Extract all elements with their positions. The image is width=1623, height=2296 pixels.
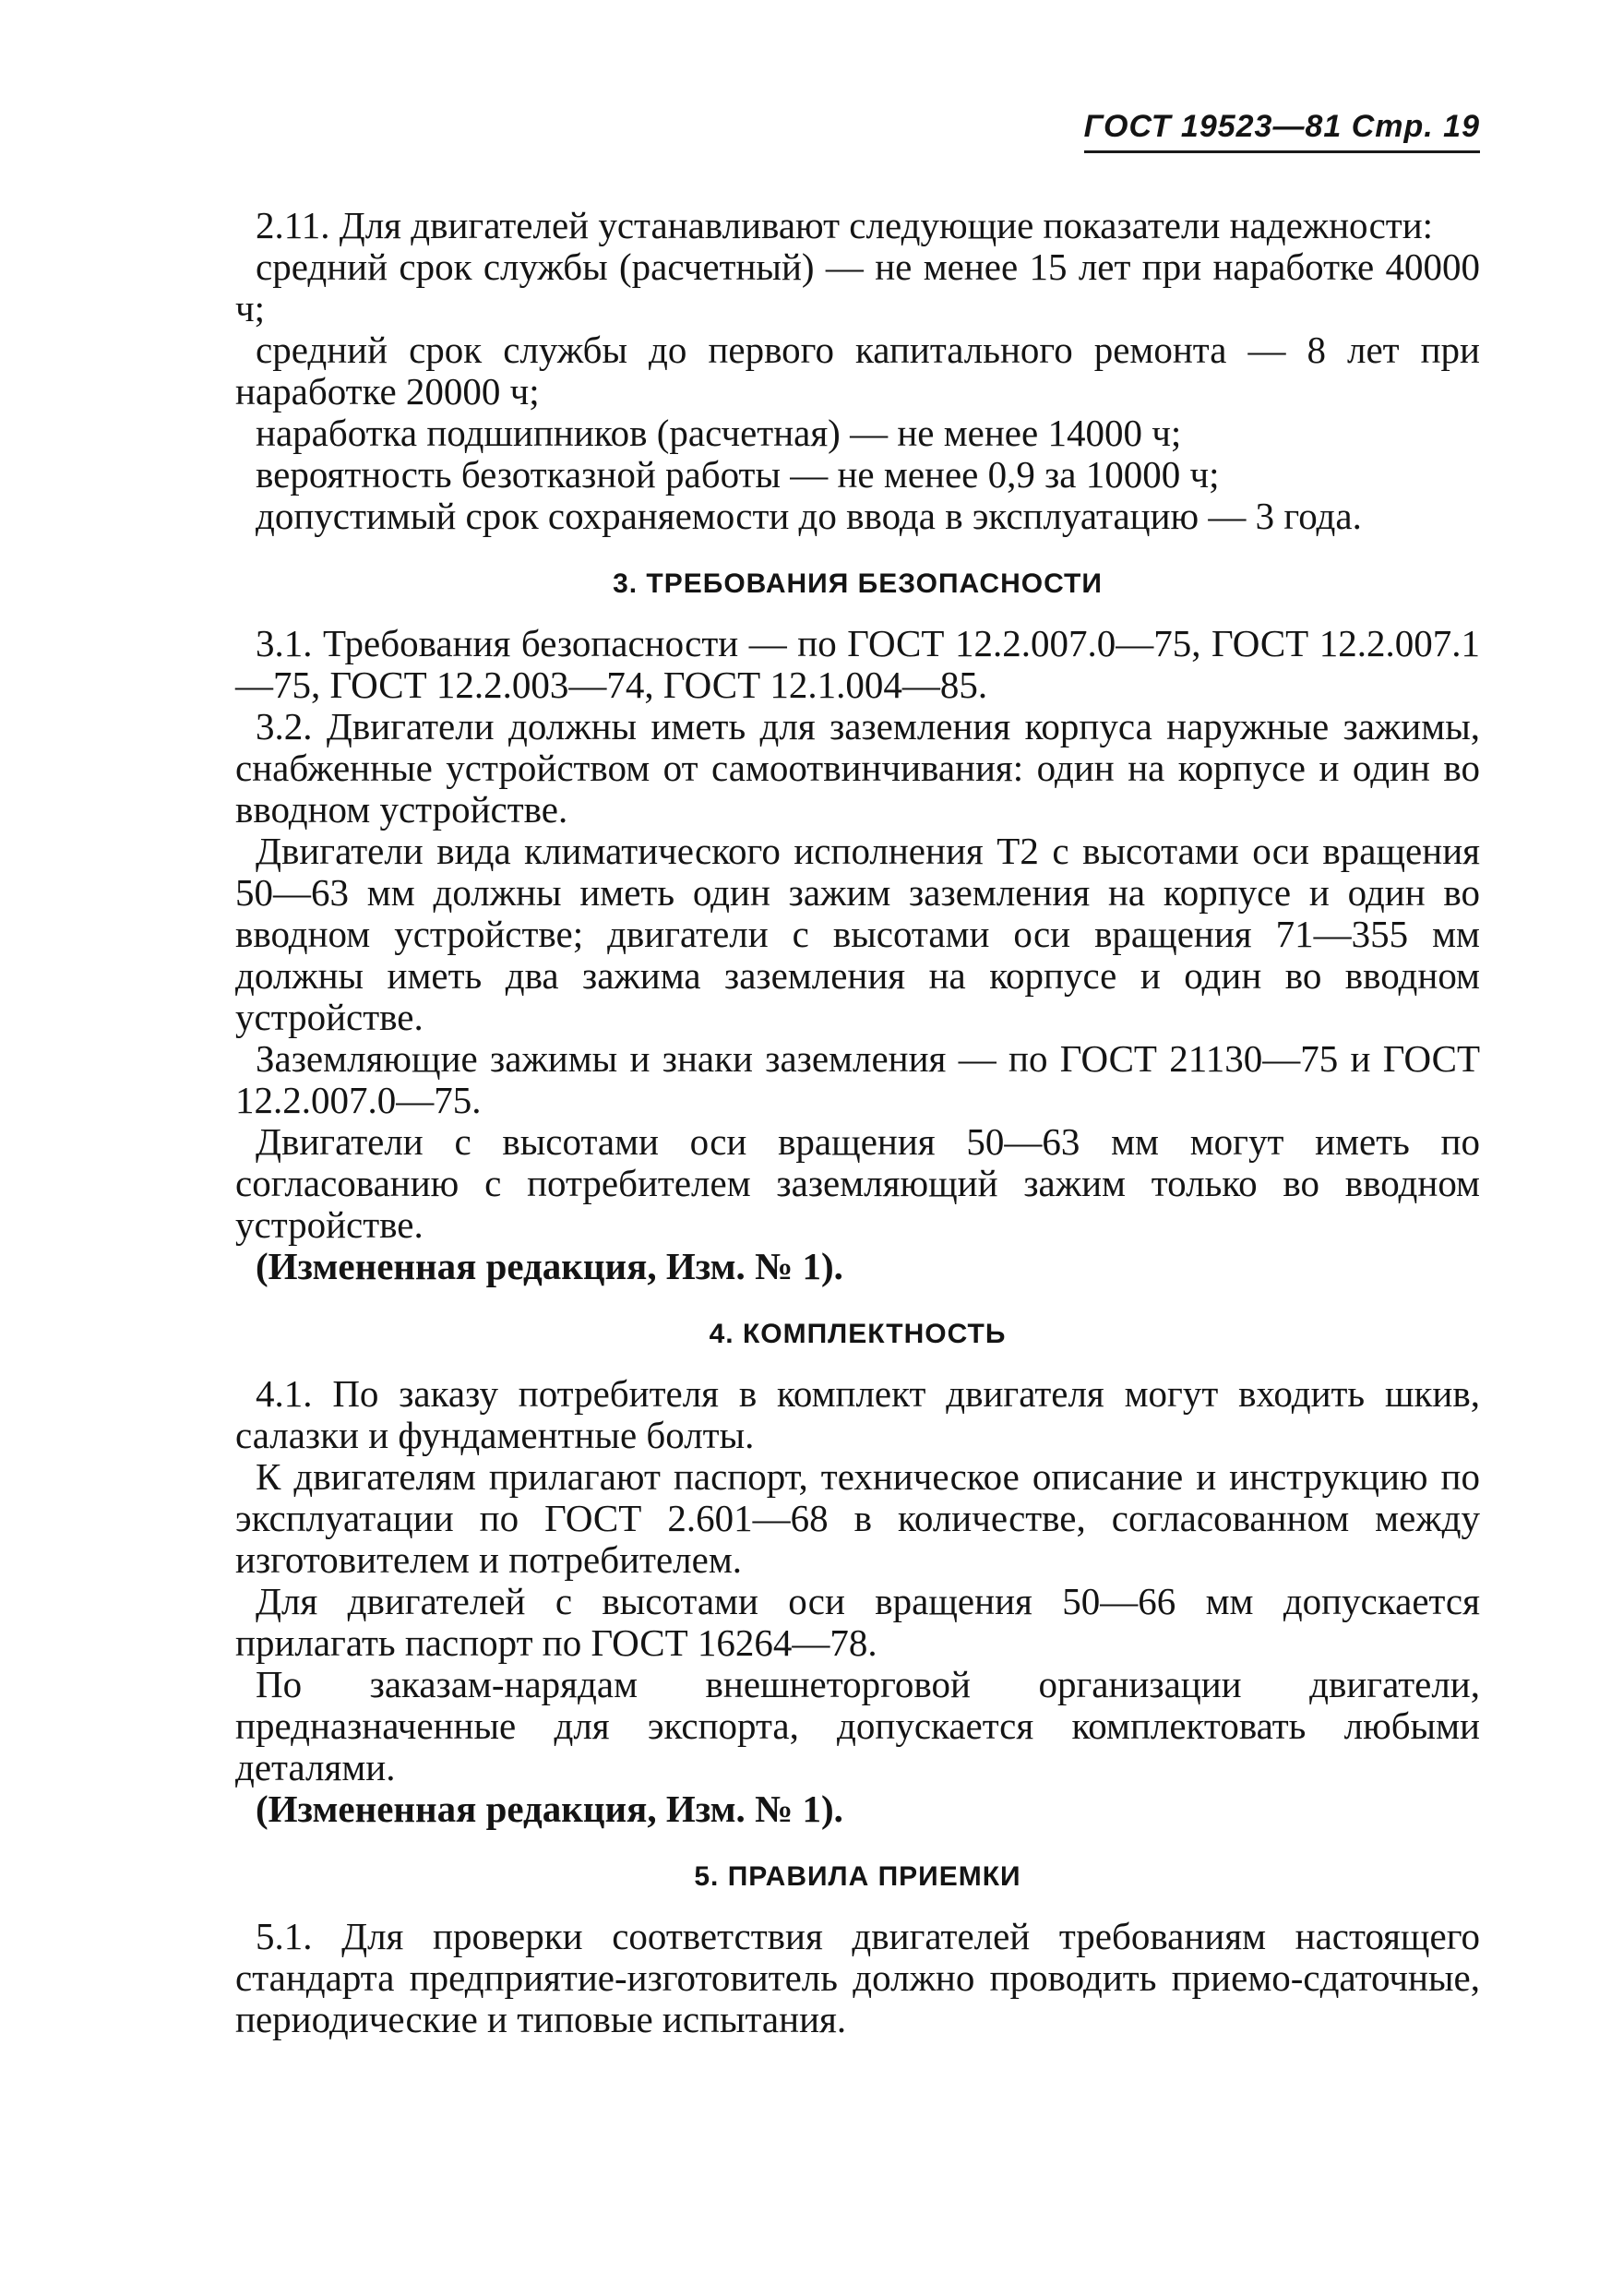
amendment-note: (Измененная редакция, Изм. № 1). [256, 1788, 843, 1830]
section-heading-acceptance: 5. ПРАВИЛА ПРИЕМКИ [694, 1861, 1021, 1892]
paragraph-documents: К двигателям прилагают паспорт, техническое описание и инструкцию по эксплуатации по ГОСТ 2.601—68 в количестве, согласованном между изготовителем и потребителем. [235, 1455, 1480, 1581]
list-item-reliability: вероятность безотказной работы — не менее 0,9 за 10000 ч; [256, 453, 1220, 496]
list-item-overhaul-life: средний срок службы до первого капитального ремонта — 8 лет при наработке 20000 ч; [235, 329, 1480, 413]
paragraph-2-11: 2.11. Для двигателей устанавливают следующие показатели надежности: [256, 204, 1434, 246]
paragraph-input-device-clamp: Двигатели с высотами оси вращения 50—63 мм могут иметь по согласованию с потребителем заземляющий зажим только во вводном устройстве. [235, 1120, 1480, 1246]
paragraph-t2-clamps: Двигатели вида климатического исполнения Т2 с высотами оси вращения 50—63 мм должны иметь один зажим заземления на корпусе и один во вводном устройстве; двигатели с высотами оси вращения 71—355 мм должны иметь два зажима заземления на корпусе и один во вводном устройстве. [235, 830, 1480, 1038]
paragraph-passport: Для двигателей с высотами оси вращения 50—66 мм допускается прилагать паспорт по ГОСТ 16264—78. [235, 1580, 1480, 1664]
list-item-service-life: средний срок службы (расчетный) — не менее 15 лет при наработке 40000 ч; [235, 245, 1480, 329]
paragraph-3-2: 3.2. Двигатели должны иметь для заземления корпуса наружные зажимы, снабженные устройством от самоотвинчивания: один на корпусе и один во вводном устройстве. [235, 705, 1480, 831]
paragraph-3-1: 3.1. Требования безопасности — по ГОСТ 12.2.007.0—75, ГОСТ 12.2.007.1—75, ГОСТ 12.2.003—74, ГОСТ 12.1.004—85. [235, 622, 1480, 706]
paragraph-5-1: 5.1. Для проверки соответствия двигателей требованиям настоящего стандарта предприятие-изготовитель должно проводить приемо-сдаточные, периодические и типовые испытания. [235, 1915, 1480, 2040]
page-header: ГОСТ 19523—81 Стр. 19 [1084, 109, 1480, 153]
list-item-bearing-life: наработка подшипников (расчетная) — не менее 14000 ч; [256, 412, 1182, 454]
paragraph-4-1: 4.1. По заказу потребителя в комплект двигателя могут входить шкив, салазки и фундаментные болты. [235, 1372, 1480, 1456]
document-body [235, 205, 1480, 2040]
section-heading-safety: 3. ТРЕБОВАНИЯ БЕЗОПАСНОСТИ [613, 568, 1103, 599]
paragraph-grounding-signs: Заземляющие зажимы и знаки заземления — по ГОСТ 21130—75 и ГОСТ 12.2.007.0—75. [235, 1037, 1480, 1121]
list-item-storage-term: допустимый срок сохраняемости до ввода в эксплуатацию — 3 года. [256, 495, 1362, 537]
section-heading-completeness: 4. КОМПЛЕКТНОСТЬ [709, 1319, 1007, 1349]
amendment-note: (Измененная редакция, Изм. № 1). [256, 1245, 843, 1287]
paragraph-export: По заказам-нарядам внешнеторговой организации двигатели, предназначенные для экспорта, допускается комплектовать любыми деталями. [235, 1663, 1480, 1788]
